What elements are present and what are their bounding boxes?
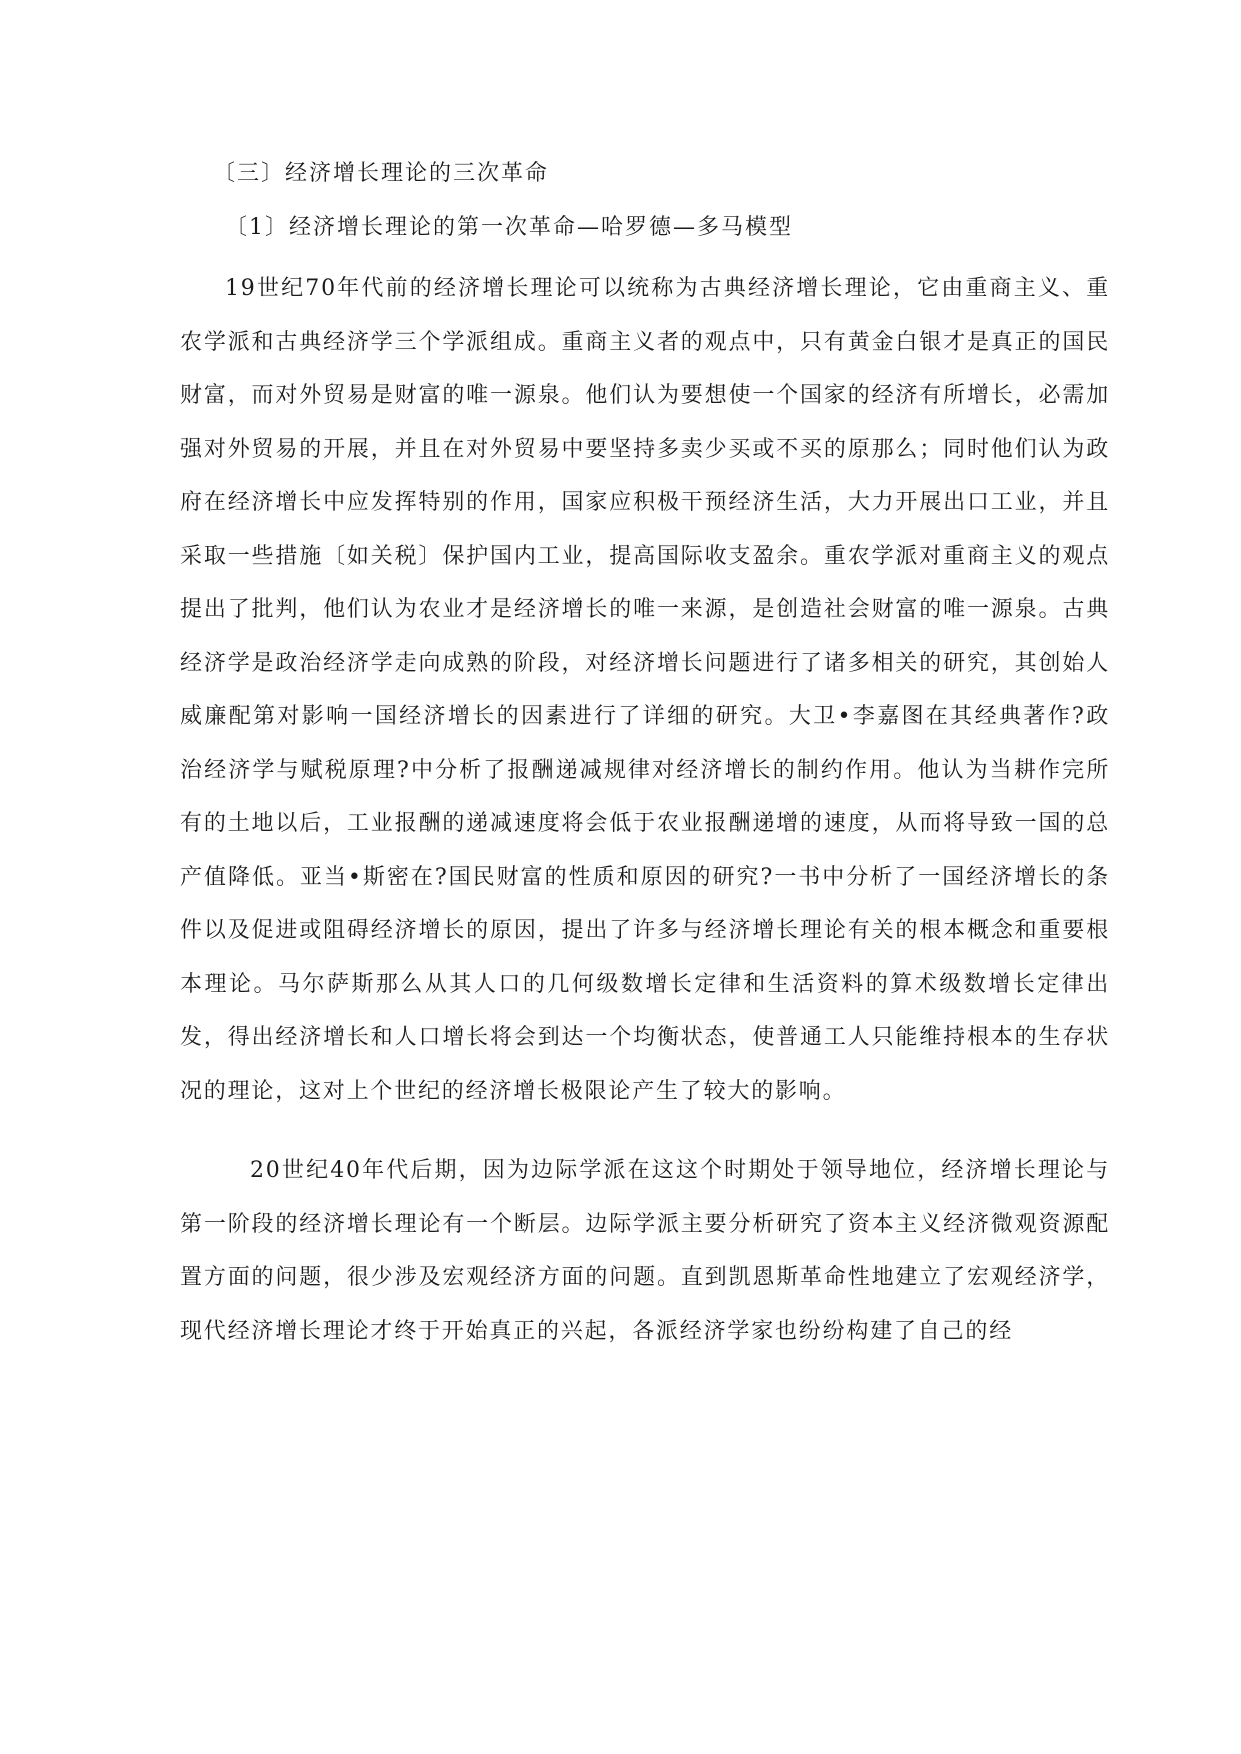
paragraph-marginalist-keynes: 20世纪40年代后期，因为边际学派在这这个时期处于领导地位，经济增长理论与第一阶段的经济增长理论有一个断层。边际学派主要分析研究了资本主义经济微观资源配置方面的问题，很少涉及宏观经济方面的问题。直到凯恩斯革命性地建立了宏观经济学，现代经济增长理论才终于开始真正的兴起，各派经济学家也纷纷构建了自己的经 [180, 1158, 1110, 1344]
subsection-heading: 〔1〕经济增长理论的第一次革命—哈罗德—多马模型 [225, 215, 793, 240]
section-heading: 〔三〕经济增长理论的三次革命 [213, 161, 550, 186]
document-body [180, 158, 1110, 1358]
paragraph-classical-growth-theory: 19世纪70年代前的经济增长理论可以统称为古典经济增长理论，它由重商主义、重农学派和古典经济学三个学派组成。重商主义者的观点中，只有黄金白银才是真正的国民财富，而对外贸易是财富的唯一源泉。他们认为要想使一个国家的经济有所增长，必需加强对外贸易的开展，并且在对外贸易中要坚持多卖少买或不买的原那么；同时他们认为政府在经济增长中应发挥特别的作用，国家应积极干预经济生活，大力开展出口工业，并且采取一些措施〔如关税〕保护国内工业，提高国际收支盈余。重农学派对重商主义的观点提出了批判，他们认为农业才是经济增长的唯一来源，是创造社会财富的唯一源泉。古典经济学是政治经济学走向成熟的阶段，对经济增长问题进行了诸多相关的研究，其创始人威廉配第对影响一国经济增长的因素进行了详细的研究。大卫•李嘉图在其经典著作?政治经济学与赋税原理?中分析了报酬递减规律对经济增长的制约作用。他认为当耕作完所有的土地以后，工业报酬的递减速度将会低于农业报酬递增的速度，从而将导致一国的总产值降低。亚当•斯密在?国民财富的性质和原因的研究?一书中分析了一国经济增长的条件以及促进或阻碍经济增长的原因，提出了许多与经济增长理论有关的根本概念和重要根本理论。马尔萨斯那么从其人口的几何级数增长定律和生活资料的算术级数增长定律出发，得出经济增长和人口增长将会到达一个均衡状态，使普通工人只能维持根本的生存状况的理论，这对上个世纪的经济增长极限论产生了较大的影响。 [180, 276, 1110, 1104]
